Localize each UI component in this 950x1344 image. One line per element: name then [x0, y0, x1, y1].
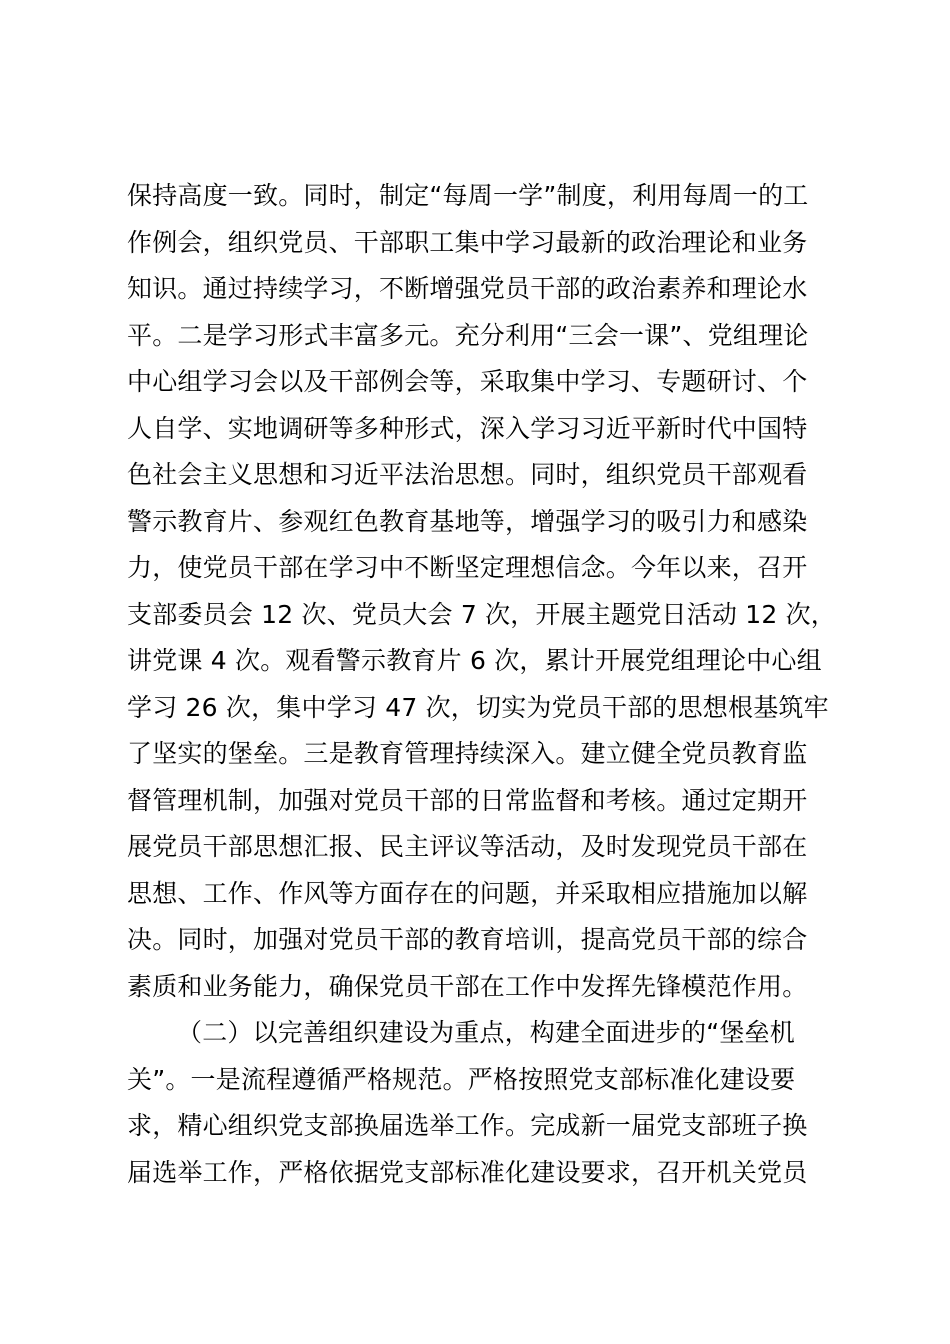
text-line: 知识。通过持续学习，不断增强党员干部的政治素养和理论水 [127, 274, 808, 303]
text-line: 届选举工作，严格依据党支部标准化建设要求，召开机关党员 [127, 1157, 808, 1187]
body-text [127, 173, 837, 1196]
text-line: 了坚实的堡垒。三是教育管理持续深入。建立健全党员教育监 [127, 739, 808, 768]
text-line: 作例会，组织党员、干部职工集中学习最新的政治理论和业务 [127, 227, 808, 257]
text-line: 督管理机制，加强对党员干部的日常监督和考核。通过定期开 [127, 785, 808, 815]
text-line: 支部委员会 12 次、党员大会 7 次，开展主题党日活动 12 次， [127, 599, 837, 629]
text-line: 决。同时，加强对党员干部的教育培训，提高党员干部的综合 [127, 925, 808, 954]
text-line: 警示教育片、参观红色教育基地等，增强学习的吸引力和感染 [127, 506, 808, 536]
text-line: 求，精心组织党支部换届选举工作。完成新一届党支部班子换 [127, 1111, 808, 1140]
text-line: 素质和业务能力，确保党员干部在工作中发挥先锋模范作用。 [127, 971, 808, 1001]
text-line: 学习 26 次，集中学习 47 次，切实为党员干部的思想根基筑牢 [127, 692, 829, 722]
text-line: 人自学、实地调研等多种形式，深入学习习近平新时代中国特 [127, 413, 808, 443]
text-line: 中心组学习会以及干部例会等，采取集中学习、专题研讨、个 [127, 367, 808, 396]
text-line: 力，使党员干部在学习中不断坚定理想信念。今年以来，召开 [127, 553, 808, 582]
text-line: 平。二是学习形式丰富多元。充分利用“三会一课”、党组理论 [127, 320, 809, 350]
text-line: 关”。一是流程遵循严格规范。严格按照党支部标准化建设要 [127, 1064, 796, 1094]
text-line: 保持高度一致。同时，制定“每周一学”制度，利用每周一的工 [127, 181, 809, 210]
text-line: 讲党课 4 次。观看警示教育片 6 次，累计开展党组理论中心组 [127, 646, 822, 675]
text-line: 色社会主义思想和习近平法治思想。同时，组织党员干部观看 [127, 460, 808, 489]
section-heading-line: （二）以完善组织建设为重点，构建全面进步的“堡垒机 [177, 1018, 795, 1047]
text-line: 思想、工作、作风等方面存在的问题，并采取相应措施加以解 [127, 878, 808, 908]
text-line: 展党员干部思想汇报、民主评议等活动，及时发现党员干部在 [127, 832, 808, 861]
